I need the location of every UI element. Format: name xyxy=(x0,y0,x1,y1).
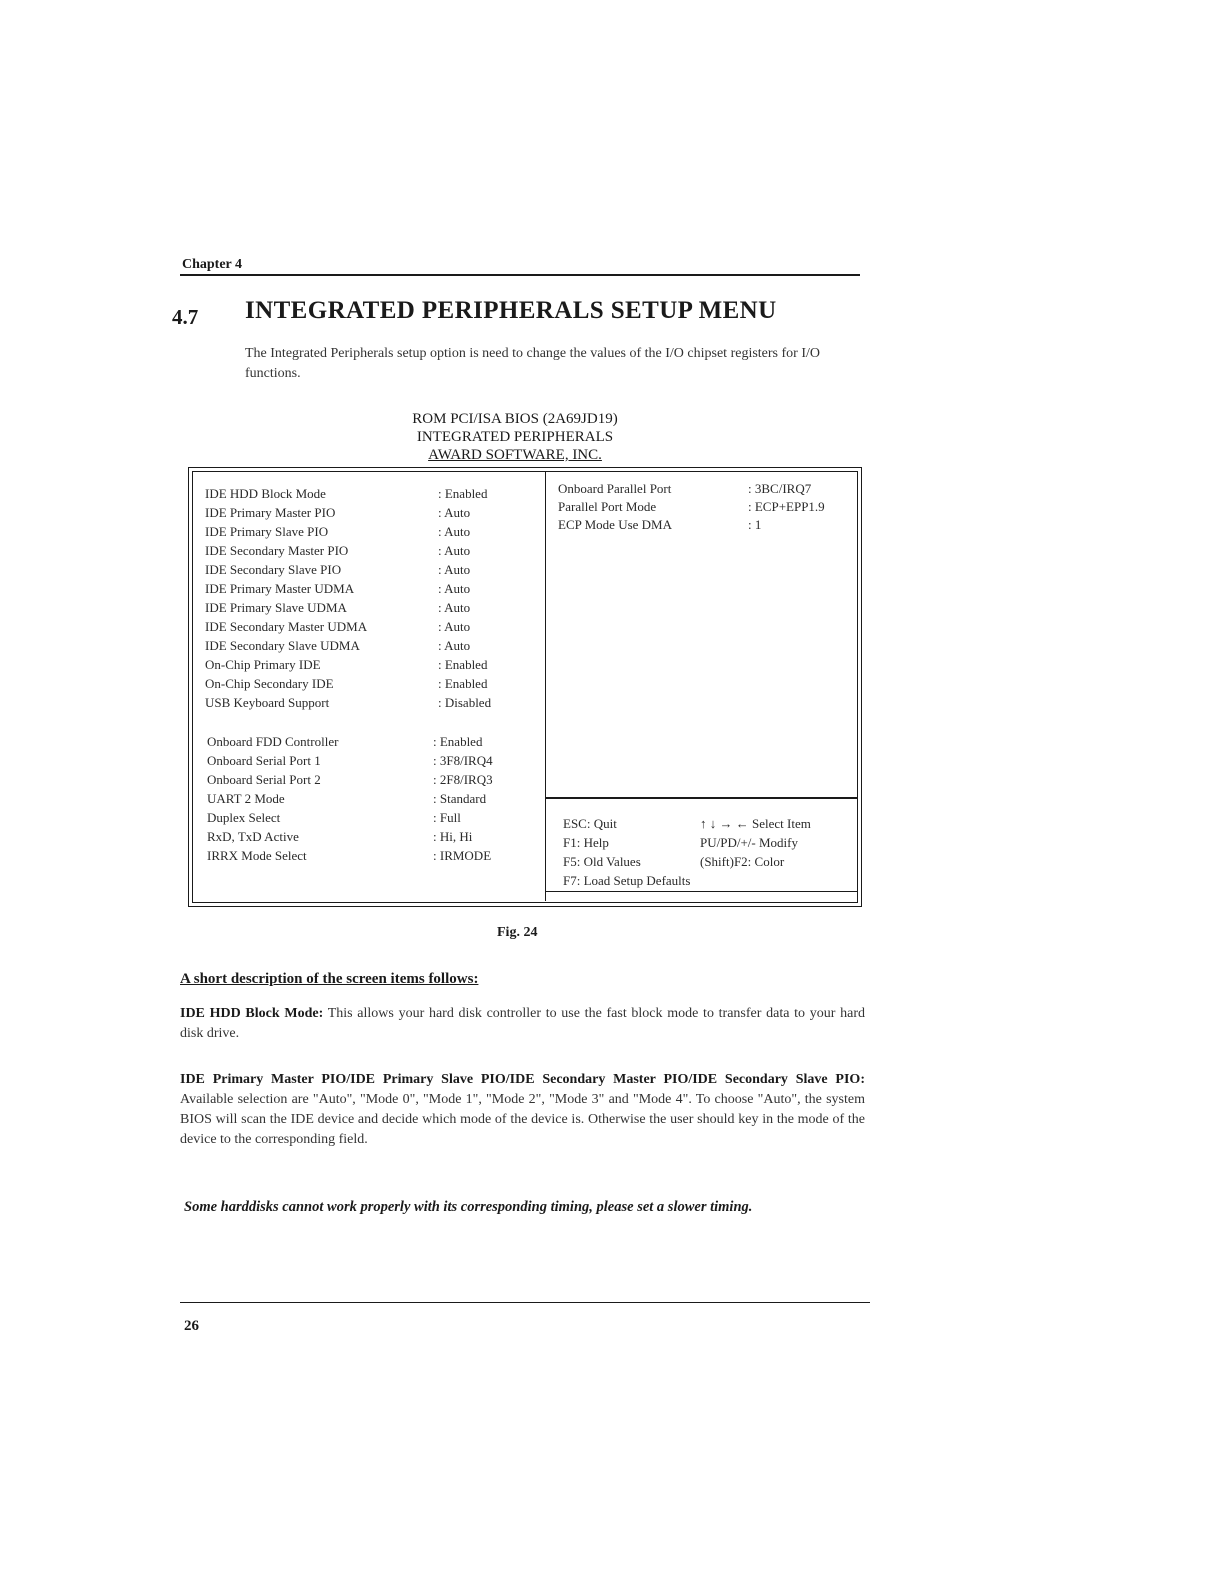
section-title: INTEGRATED PERIPHERALS SETUP MENU xyxy=(245,297,777,324)
term: IDE HDD Block Mode: xyxy=(180,1006,324,1021)
term: IDE Primary Master PIO/IDE Primary Slave PIO/IDE Secondary Master PIO/IDE Secondary Slave PIO: xyxy=(180,1072,865,1087)
help-panel-divider xyxy=(545,797,857,799)
description-subheading: A short description of the screen items follows: xyxy=(180,971,479,987)
header-rule xyxy=(180,274,860,276)
setting-row[interactable]: IDE Primary Slave PIO : Auto xyxy=(205,524,471,539)
setting-row[interactable]: Onboard Serial Port 1 : 3F8/IRQ4 xyxy=(207,753,493,768)
setting-row[interactable]: IDE Secondary Slave PIO : Auto xyxy=(205,562,471,577)
setting-row[interactable]: IDE Secondary Slave UDMA : Auto xyxy=(205,638,471,653)
chapter-label: Chapter 4 xyxy=(182,257,243,272)
term-description: Available selection are "Auto", "Mode 0", "Mode 1", "Mode 2", "Mode 3" and "Mode 4". To choose "Auto", the system BIOS will scan the IDE device and decide which mode of the device is. Otherwise the user should key in the mode of the device to the corresponding field. xyxy=(180,1092,865,1147)
setting-row[interactable]: IDE HDD Block Mode : Enabled xyxy=(205,486,488,501)
setting-row[interactable]: USB Keyboard Support : Disabled xyxy=(205,695,492,710)
key-help-row: F7: Load Setup Defaults xyxy=(563,873,691,888)
figure-caption: Fig. 24 xyxy=(497,925,538,940)
bios-header-line3: AWARD SOFTWARE, INC. xyxy=(428,447,602,463)
setting-row[interactable]: IRRX Mode Select : IRMODE xyxy=(207,848,492,863)
setting-row[interactable]: IDE Primary Master UDMA : Auto xyxy=(205,581,471,596)
setting-row[interactable]: IDE Primary Master PIO : Auto xyxy=(205,505,471,520)
setting-row[interactable]: Onboard Parallel Port : 3BC/IRQ7 xyxy=(558,481,812,496)
right-settings-list xyxy=(558,480,848,534)
timing-note: Some harddisks cannot work properly with its corresponding timing, please set a slower timing. xyxy=(184,1199,753,1215)
key-help-row: F5: Old Values (Shift)F2: Color xyxy=(563,854,785,869)
setting-row[interactable]: IDE Primary Slave UDMA : Auto xyxy=(205,600,471,615)
key-help-row: F1: Help PU/PD/+/- Modify xyxy=(563,835,798,850)
left-settings-list-2 xyxy=(207,732,537,865)
term-description: This allows your hard disk controller to use the fast block mode to transfer data to your hard disk drive. xyxy=(180,1006,865,1041)
description-ide-pio xyxy=(180,1070,865,1150)
setting-row[interactable]: Parallel Port Mode : ECP+EPP1.9 xyxy=(558,499,825,514)
description-ide-hdd-block-mode xyxy=(180,1004,865,1044)
setting-row[interactable]: UART 2 Mode : Standard xyxy=(207,791,487,806)
setting-row[interactable]: IDE Secondary Master UDMA : Auto xyxy=(205,619,471,634)
left-settings-list xyxy=(205,484,535,712)
footer-rule xyxy=(180,1302,870,1303)
setting-row[interactable]: On-Chip Primary IDE : Enabled xyxy=(205,657,488,672)
bios-header-line1: ROM PCI/ISA BIOS (2A69JD19) xyxy=(412,411,618,427)
setting-row[interactable]: Onboard Serial Port 2 : 2F8/IRQ3 xyxy=(207,772,493,787)
key-help-panel xyxy=(563,814,848,890)
setting-row[interactable]: IDE Secondary Master PIO : Auto xyxy=(205,543,471,558)
setting-row[interactable]: Duplex Select : Full xyxy=(207,810,461,825)
help-panel-bottom xyxy=(545,891,857,892)
intro-paragraph: The Integrated Peripherals setup option is need to change the values of the I/O chipset registers for I/O functions. xyxy=(245,346,820,381)
bios-header xyxy=(330,410,700,464)
setting-row[interactable]: On-Chip Secondary IDE : Enabled xyxy=(205,676,488,691)
column-divider xyxy=(545,471,546,901)
page-number: 26 xyxy=(184,1318,199,1334)
setting-row[interactable]: RxD, TxD Active : Hi, Hi xyxy=(207,829,473,844)
bios-header-line2: INTEGRATED PERIPHERALS xyxy=(416,429,614,445)
setting-row[interactable]: ECP Mode Use DMA : 1 xyxy=(558,517,762,532)
setting-row[interactable]: Onboard FDD Controller : Enabled xyxy=(207,734,483,749)
key-help-row: ESC: Quit ↑ ↓ → ← Select Item xyxy=(563,816,811,831)
section-number: 4.7 xyxy=(172,305,199,329)
